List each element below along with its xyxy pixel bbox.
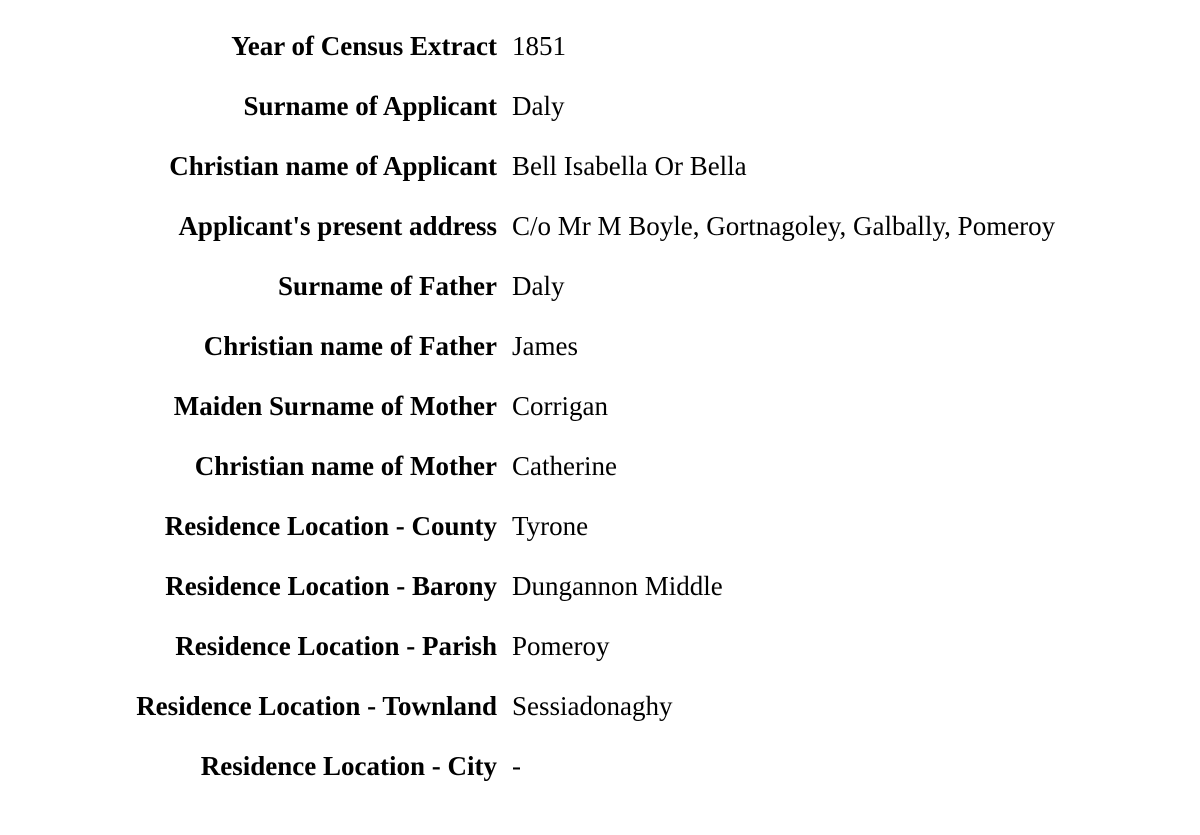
record-row-father-surname (0, 269, 1200, 329)
record-value: James (512, 331, 578, 361)
record-label: Surname of Father (278, 271, 497, 301)
record-value: Pomeroy (512, 631, 610, 661)
record-label: Residence Location - Barony (165, 571, 497, 601)
record-label: Applicant's present address (178, 211, 497, 241)
record-row-applicant-surname (0, 89, 1200, 149)
record-row-city (0, 749, 1200, 809)
record-label: Year of Census Extract (231, 31, 497, 61)
record-value: C/o Mr M Boyle, Gortnagoley, Galbally, Pomeroy (512, 211, 1056, 241)
record-label: Residence Location - County (164, 511, 497, 541)
record-row-barony (0, 569, 1200, 629)
record-row-mother-christian-name (0, 449, 1200, 509)
record-value: Corrigan (512, 391, 608, 421)
record-row-parish (0, 629, 1200, 689)
record-value: Sessiadonaghy (512, 691, 673, 721)
record-row-county (0, 509, 1200, 569)
record-value: 1851 (512, 31, 566, 61)
record-value: - (512, 751, 521, 781)
record-label: Maiden Surname of Mother (173, 391, 497, 421)
record-row-year (0, 29, 1200, 89)
record-label: Residence Location - Parish (175, 631, 497, 661)
record-label: Christian name of Father (203, 331, 497, 361)
record-label: Surname of Applicant (243, 91, 497, 121)
record-value: Daly (512, 271, 565, 301)
record-row-townland (0, 689, 1200, 749)
record-label: Christian name of Applicant (169, 151, 497, 181)
record-row-applicant-christian-name (0, 149, 1200, 209)
record-value: Daly (512, 91, 565, 121)
record-label: Christian name of Mother (194, 451, 497, 481)
record-row-applicant-address (0, 209, 1200, 269)
record-value: Catherine (512, 451, 617, 481)
record-label: Residence Location - City (200, 751, 497, 781)
record-row-father-christian-name (0, 329, 1200, 389)
record-value: Dungannon Middle (512, 571, 723, 601)
record-label: Residence Location - Townland (136, 691, 497, 721)
record-value: Bell Isabella Or Bella (512, 151, 747, 181)
record-value: Tyrone (512, 511, 589, 541)
record-row-mother-maiden-surname (0, 389, 1200, 449)
